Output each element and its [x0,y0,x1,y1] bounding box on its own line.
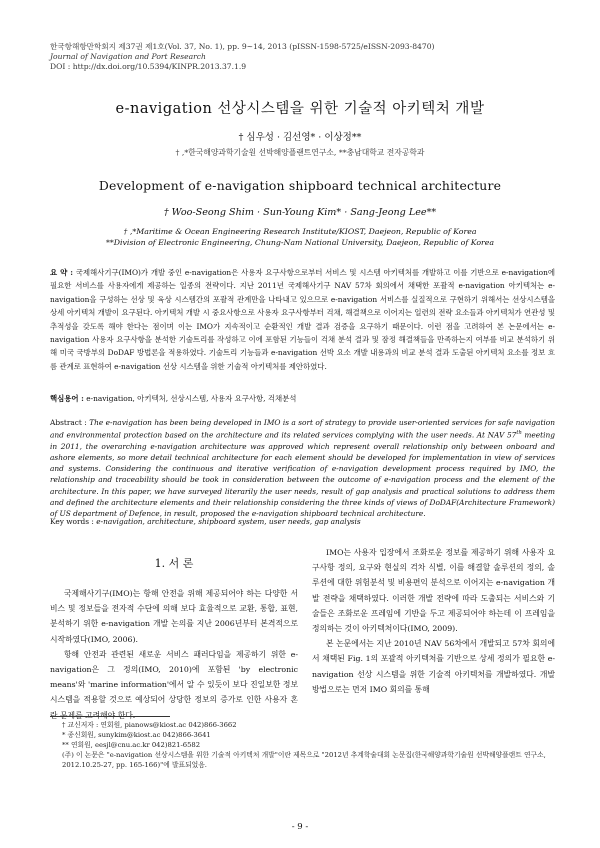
korean-abstract [50,266,555,373]
korean-authors: † 심우성 · 김선영* · 이상정** [238,132,362,143]
footnotes [62,720,552,770]
affiliation-line: **Division of Electronic Engineering, Chung-Nam National University, Daejeon, Republic of Korea [105,238,495,247]
right-column [312,545,555,697]
affiliation-line: † ,*Maritime & Ocean Engineering Research Institute/KIOST, Daejeon, Republic of Korea [123,227,477,236]
english-authors: † Woo-Seong Shim · Sun-Young Kim* · Sang-Jeong Lee** [163,207,437,218]
english-abstract-text-a: The e-navigation has been being developed in IMO is a sort of strategy to provide user-oriented services for safe navigation and environmental protection based on the architecture and its related services complying with the user needs. At NAV 57 [50,418,555,440]
english-abstract [50,417,555,519]
section-heading: 1. 서 론 [154,557,194,570]
english-abstract-label: Abstract : [50,418,87,427]
korean-title: e-navigation 선상시스템을 위한 기술적 아키텍처 개발 [115,101,485,117]
english-keywords-label: Key words : [50,517,94,526]
body-paragraph: 본 논문에서는 지난 2010년 NAV 56차에서 개발되고 57차 회의에서 채택된 Fig. 1의 포괄적 아키텍처를 기반으로 상세 정의가 필요한 e-navigation 선상 시스템을 위한 기술적 아키텍처를 개발하였다. 개발 방법으로는 먼저 IMO 회의를 통해 [312,639,555,694]
korean-abstract-label: 요 약 : [50,268,73,277]
header-citation: 한국항해항만학회지 제37권 제1호(Vol. 37, No. 1), pp. 9~14, 2013 (pISSN-1598-5725/eISSN-2093-8470) [50,42,435,51]
footnote-item: † 교신저자 : 연회원, pianows@kiost.ac 042)866-3662 [62,721,237,729]
body-paragraph: 국제해사기구(IMO)는 항해 안전을 위해 제공되어야 하는 다양한 서비스 및 정보들을 전자적 수단에 의해 보다 효율적으로 교환, 통합, 표현, 분석하기 위한 e-navigation 개발 논의를 지난 2006년부터 본격적으로 시작하였다(IMO, 2006). [50,589,298,644]
footnote-item: ** 연회원, eesjl@cnu.ac.kr 042)821-6582 [62,741,201,749]
korean-keywords-label: 핵심용어 : [50,394,84,403]
body-paragraph: IMO는 사용자 입장에서 조화로운 정보를 제공하기 위해 사용자 요구사항 정의, 요구와 현실의 걱차 식별, 이를 해결할 솔루션의 정의, 솔루션에 대한 위험분석 및 비용편익 분석으로 이어지는 e-navigation 개발 전략을 채택하였다. 이러한 개발 전략에 따라 도출되는 서비스와 기술들은 조화로운 프레임에 기반을 두고 제공되어야 하는데 이 프레임을 정의하는 것이 아키텍처이다(IMO, 2009). [312,548,555,634]
footnote-item: (주) 이 논문은 "e-navigation 선상시스템을 위한 기술적 아키텍처 개발"이란 제목으로 "2012년 추계학술대회 논문집(한국해양과학기술원 선박해양플랜트 연구소, 2012.10.25-27, pp. 165-166)"에 발표되었음. [62,751,546,769]
english-title: Development of e-navigation shipboard technical architecture [98,178,502,193]
english-abstract-sup: th [516,430,522,437]
english-abstract-text-b: meeting in 2011, the overarching e-navigation architecture was approved which represent overall relationship only between onboard and ashore elements, so more detail technical architecture for each element should be developed for implementation in view of services and systems. Considering the continuous and iterative verification of e-navigation development process required by IMO, the relationship and traceability should be took in consideration between the outcome of e-navigation process and the element of the architecture. In this paper, we have surveyed literarily the user needs, result of gap analysis and practical solutions to address them and defined the architecture elements and their relationship considering the three kinds of views of DoDAF(Architecture Framework) of US department of Defence, in result, proposed the e-navigation shipboard technical architecture. [50,430,555,519]
journal-header [50,42,570,72]
english-keywords [50,517,555,526]
header-doi[interactable]: DOI : http://dx.doi.org/10.5394/KINPR.2013.37.1.9 [50,62,247,71]
korean-abstract-text: 국제해사기구(IMO)가 개발 중인 e-navigation은 사용자 요구사항으로부터 서비스 및 시스템 아키텍처를 개발하고 이를 기반으로 e-navigation에 필요한 서비스를 사용자에게 제공하는 일종의 전략이다. 지난 2011년 국제해사기구 NAV 57차 회의에서 채택한 포괄적 e-navigation 아키텍처는 e-navigation을 구성하는 선상 및 육상 시스템간의 포괄적 관계만을 나타내고 있으므로 e-navigation 서비스를 실질적으로 구현하기 위해서는 선상시스템을 상세 아키텍처 개발이 요구된다. 아키텍처 개발 시 중요사항으로 사용자 요구사항부터 걱채, 해결책으로 이어지는 일련의 전략 요소들과 아키텍처가 연관성 및 추적성을 갖도록 해야 한다는 점이며 이는 IMO가 지속적이고 순환적인 개발 결과 검증을 요구하기 때문이다. 이런 점을 고려하여 본 논문에서는 e-navigation 사용자 요구사항을 분석한 기술트리를 작성하고 이에 포함된 기능들이 걱채 분석 결과 및 잠정 해결책들을 만족하는지 여부를 비교 분석하기 위해 미국 국방부의 DoDAF 방법론을 적용하였다. 기술트리 기능들과 e-navigation 선박 요소 개발 내용과의 비교 분석 결과 도출된 아키텍처 요소를 정보 흐름 관계로 표현하여 e-navigation 선상 시스템을 위한 기술적 아키텍처를 제안하였다. [50,268,556,371]
header-journal-name: Journal of Navigation and Port Research [50,52,206,61]
body-paragraph: 항해 안전과 관련된 새로운 서비스 패러다임을 제공하기 위한 e-navigation은 그 정의(IMO, 2010)에 포함된 'by electronic means'와 'marine information'에서 알 수 있듯이 보다 진일보한 정보 시스템을 적용할 것으로 예상되어 상당한 정보의 증가로 인한 사용자 혼란 문제를 고려해야 한다. [50,649,298,720]
korean-affiliations: † ,*한국해양과학기술원 선박해양플랜트연구소, **충남대학교 전자공학과 [175,148,425,157]
footnote-item: * 종신회원, sunykim@kiost.ac 042)866-3641 [62,731,211,739]
english-affiliations [0,226,600,248]
english-keywords-text: e-navigation, architecture, shipboard system, user needs, gap analysis [96,517,361,526]
korean-keywords [50,393,555,404]
page-number: - 9 - [291,822,309,832]
footnote-divider [50,716,170,717]
korean-keywords-text: e-navigation, 아키텍처, 선상시스템, 사용자 요구사항, 걱채분석 [86,394,297,403]
left-column [50,545,298,723]
